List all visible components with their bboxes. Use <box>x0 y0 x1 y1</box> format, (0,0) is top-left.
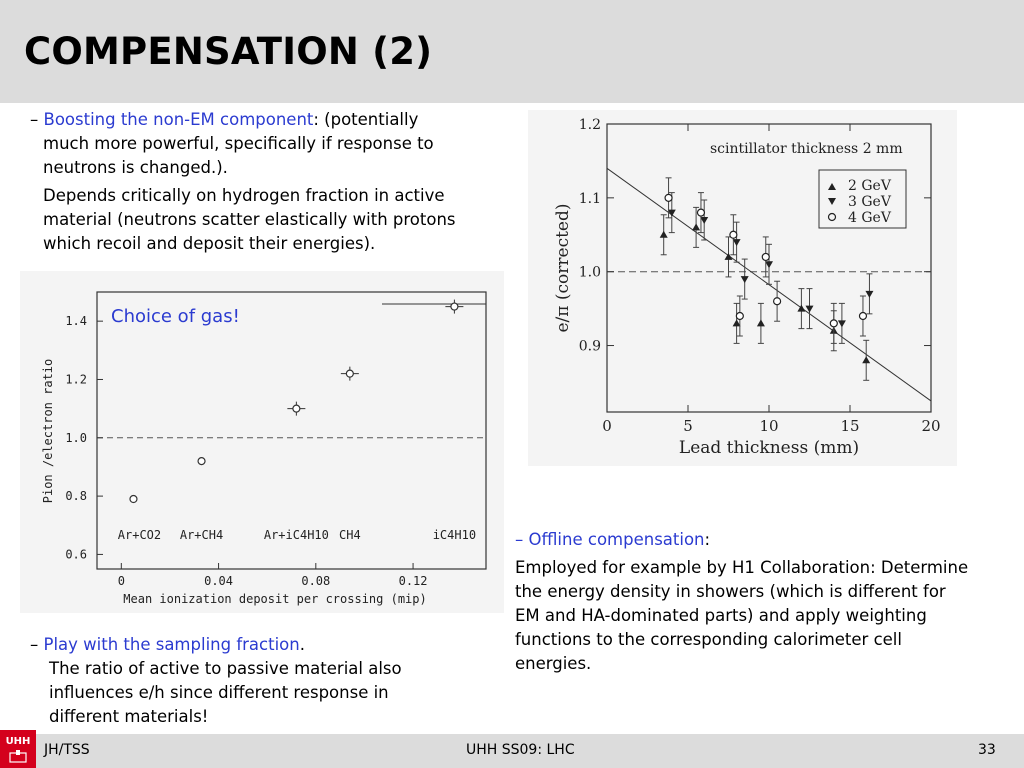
hydrogen-line-1: Depends critically on hydrogen fraction in active <box>43 186 445 205</box>
chart-subtitle: scintillator thickness 2 mm <box>710 141 903 157</box>
x-tick-label: 0 <box>117 574 125 588</box>
y-axis-label: Pion /electron ratio <box>41 358 55 504</box>
slide-title: COMPENSATION (2) <box>24 30 433 73</box>
gas-chart-figure <box>20 271 504 613</box>
x-tick-label: 20 <box>921 417 941 435</box>
data-point-3gev <box>865 291 873 298</box>
y-tick-label: 0.9 <box>578 338 601 355</box>
y-tick-label: 0.6 <box>65 547 87 562</box>
x-tick-label: 15 <box>840 417 860 435</box>
y-axis-label: e/π (corrected) <box>553 203 573 333</box>
offline-heading: – Offline compensation <box>515 530 705 549</box>
data-point-4gev <box>774 298 781 305</box>
offline-heading-rest: : <box>704 530 711 549</box>
legend-label-2gev: 2 GeV <box>848 178 891 194</box>
gas-label: Ar+CO2 <box>117 528 162 542</box>
data-point-2gev <box>660 231 668 238</box>
x-tick-label: 0.12 <box>398 574 428 588</box>
gas-label: Ar+iC4H10 <box>263 528 329 542</box>
sampling-line-2: The ratio of active to passive material also <box>49 659 402 678</box>
data-point-4gev <box>830 320 837 327</box>
hydrogen-line-2: material (neutrons scatter elastically with protons <box>43 210 456 229</box>
gas-label: Ar+CH4 <box>179 528 224 542</box>
x-axis-label: Lead thickness (mm) <box>678 438 860 458</box>
offline-line-5: energies. <box>515 654 592 673</box>
logo-emblem-icon <box>8 749 28 763</box>
bullet-dash: – <box>30 110 39 129</box>
uhh-logo <box>0 730 36 768</box>
offline-line-4: functions to the corresponding calorimeter cell <box>515 630 902 649</box>
data-point-2gev <box>692 223 700 230</box>
legend-label-3gev: 3 GeV <box>848 194 891 210</box>
right-bottom-text <box>515 528 1010 676</box>
y-tick-label: 1.1 <box>578 190 601 207</box>
y-tick-label: 0.8 <box>65 489 87 504</box>
logo-text: UHH <box>5 736 31 747</box>
data-point <box>346 370 353 377</box>
lead-chart <box>528 110 957 466</box>
offline-line-2: the energy density in showers (which is different for <box>515 582 946 601</box>
legend-marker-4gev <box>829 214 836 221</box>
sampling-line-3: influences e/h since different response in <box>49 683 389 702</box>
boosting-heading: Boosting the non-EM component <box>43 110 314 129</box>
sampling-line-4: different materials! <box>49 707 209 726</box>
left-bottom-text <box>30 633 500 729</box>
lead-chart-figure <box>528 110 957 466</box>
data-point-4gev <box>762 253 769 260</box>
x-tick-label: 0 <box>602 417 612 435</box>
data-point-3gev <box>838 320 846 327</box>
boosting-line-3: neutrons is changed.). <box>43 158 228 177</box>
offline-line-1: Employed for example by H1 Collaboration: Determine <box>515 558 969 577</box>
choice-of-gas-annotation: Choice of gas! <box>111 306 240 327</box>
data-point-2gev <box>757 319 765 326</box>
boosting-line-2: much more powerful, specifically if response to <box>43 134 434 153</box>
data-point <box>451 303 458 310</box>
left-top-text <box>30 108 500 256</box>
sampling-heading-rest: . <box>299 635 305 654</box>
data-point-2gev <box>862 356 870 363</box>
legend <box>819 170 906 228</box>
y-tick-label: 1.2 <box>578 117 601 133</box>
sampling-heading: Play with the sampling fraction <box>43 635 300 654</box>
data-point <box>293 405 300 412</box>
hydrogen-line-3: which recoil and deposit their energies). <box>43 234 376 253</box>
y-tick-label: 1.2 <box>65 372 87 387</box>
gas-label: iC4H10 <box>432 528 477 542</box>
offline-line-3: EM and HA-dominated parts) and apply weighting <box>515 606 927 625</box>
footer-course: UHH SS09: LHC <box>466 742 575 758</box>
x-tick-label: 10 <box>759 417 779 435</box>
legend-marker-3gev <box>828 198 836 205</box>
data-point <box>130 496 137 503</box>
boosting-heading-rest: : (potentially <box>313 110 419 129</box>
y-tick-label: 1.0 <box>65 430 87 445</box>
x-tick-label: 5 <box>683 417 693 435</box>
bullet-dash: – <box>30 635 39 654</box>
gas-chart <box>20 271 504 613</box>
gas-label: CH4 <box>339 528 361 542</box>
legend-marker-2gev <box>828 183 836 190</box>
x-tick-label: 0.04 <box>204 574 234 588</box>
data-point-4gev <box>859 313 866 320</box>
data-point <box>198 458 205 465</box>
y-tick-label: 1.4 <box>65 314 87 329</box>
data-point-4gev <box>730 231 737 238</box>
x-axis-label: Mean ionization deposit per crossing (mip) <box>123 592 427 606</box>
y-tick-label: 1.0 <box>578 264 601 281</box>
legend-label-4gev: 4 GeV <box>848 210 891 226</box>
data-point-4gev <box>665 194 672 201</box>
footer-author: JH/TSS <box>44 742 90 758</box>
footer-page-number: 33 <box>978 742 996 758</box>
data-point-4gev <box>736 313 743 320</box>
x-tick-label: 0.08 <box>301 574 331 588</box>
data-point-3gev <box>741 276 749 283</box>
data-point-4gev <box>697 209 704 216</box>
